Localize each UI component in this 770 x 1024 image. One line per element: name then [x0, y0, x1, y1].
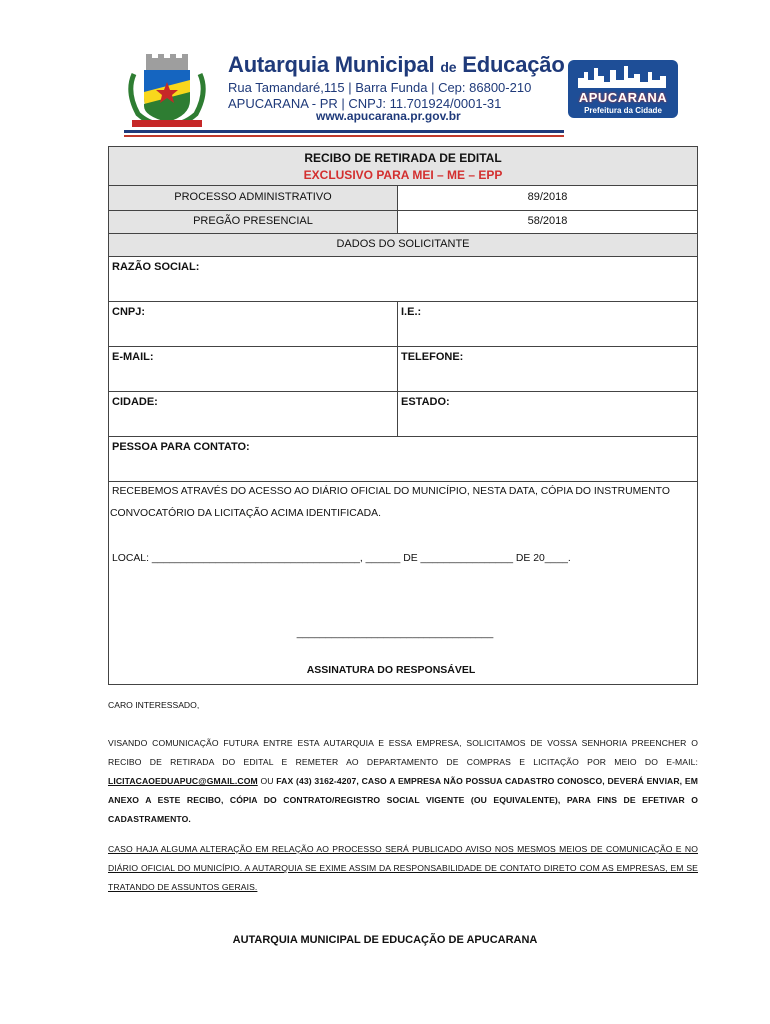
notice-text-rest: FAX (43) 3162-4207, CASO A EMPRESA NÃO POSSUA CADASTRO CONOSCO, DEVERÁ ENVIAR, EM ANEXO A ESTE RECIBO, CÓPIA DO CONTRATO/REGISTRO SOCIAL VIGENTE (OU EQUIVALENTE), PARA FINS DE EFETIVAR O CADASTRAMENTO.: [108, 776, 698, 824]
notice-paragraph: [108, 734, 698, 829]
contact-email-link[interactable]: LICITACAOEDUAPUC@GMAIL.COM: [108, 776, 258, 786]
pregao-value: 58/2018: [527, 215, 568, 227]
header-rule-red: [124, 135, 564, 137]
signature-line[interactable]: __________________________________: [296, 628, 494, 639]
process-label: PROCESSO ADMINISTRATIVO: [174, 191, 332, 203]
ie-label: I.E.:: [401, 306, 422, 318]
footer-org-name: AUTARQUIA MUNICIPAL DE EDUCAÇÃO DE APUCARANA: [232, 934, 538, 946]
website-link[interactable]: www.apucarana.pr.gov.br: [316, 109, 461, 123]
notice-text-start: VISANDO COMUNICAÇÃO FUTURA ENTRE ESTA AUTARQUIA E ESSA EMPRESA, SOLICITAMOS DE VOSSA SENHORIA PREENCHER O RECIBO DE RETIRADA DO EDITAL E REMETER AO DEPARTAMENTO DE COMPRAS E LICITAÇÃO POR MEIO DO E-MAIL:: [108, 738, 698, 767]
cnpj-label: CNPJ:: [112, 306, 146, 318]
local-date-line[interactable]: LOCAL: ____________________________________, ______ DE ________________ DE 20____.: [112, 553, 571, 564]
form-title: RECIBO DE RETIRADA DE EDITAL: [304, 151, 502, 165]
changes-notice-paragraph: CASO HAJA ALGUMA ALTERAÇÃO EM RELAÇÃO AO PROCESSO SERÁ PUBLICADO AVISO NOS MESMOS MEIOS DE COMUNICAÇÃO E NO DIÁRIO OFICIAL DO MUNICÍPIO. A AUTARQUIA SE EXIME ASSIM DA RESPONSABILIDADE DE CONTATO DIRETO COM AS EMPRESAS, EM SE TRATANDO DE ASSUNTOS GERAIS.: [108, 844, 698, 892]
org-name: [228, 52, 565, 78]
org-name-main: Autarquia Municipal: [228, 52, 435, 77]
address-line-2: APUCARANA - PR | CNPJ: 11.701924/0001-31: [228, 96, 502, 111]
logo-name: APUCARANA: [578, 90, 668, 105]
receipt-text-line1: RECEBEMOS ATRAVÉS DO ACESSO AO DIÁRIO OFICIAL DO MUNICÍPIO, NESTA DATA, CÓPIA DO INSTRUMENTO: [112, 486, 670, 497]
contato-label: PESSOA PARA CONTATO:: [112, 441, 250, 453]
razao-social-label: RAZÃO SOCIAL:: [112, 261, 200, 273]
cnpj-field[interactable]: [108, 301, 398, 347]
estado-label: ESTADO:: [401, 396, 450, 408]
form-subtitle: EXCLUSIVO PARA MEI – ME – EPP: [303, 168, 503, 182]
notes-greeting: CARO INTERESSADO,: [108, 700, 200, 710]
signature-label: ASSINATURA DO RESPONSÁVEL: [306, 664, 476, 676]
org-name-end: Educação: [462, 52, 565, 77]
receipt-text-line2: CONVOCATÓRIO DA LICITAÇÃO ACIMA IDENTIFICADA.: [110, 508, 381, 519]
skyline-icon: [568, 60, 678, 90]
logo-subtitle: Prefeitura da Cidade: [584, 106, 662, 115]
cidade-label: CIDADE:: [112, 396, 158, 408]
address-line-1: Rua Tamandaré,115 | Barra Funda | Cep: 86800-210: [228, 80, 532, 95]
org-name-de: de: [440, 59, 457, 75]
city-coat-of-arms-emblem: [124, 52, 210, 130]
section-title: DADOS DO SOLICITANTE: [336, 238, 470, 250]
process-value: 89/2018: [527, 191, 568, 203]
telefone-label: TELEFONE:: [401, 351, 464, 363]
header-rule-blue: [124, 130, 564, 133]
pregao-label: PREGÃO PRESENCIAL: [193, 215, 313, 227]
ie-field[interactable]: [397, 301, 698, 347]
notice-text-or: OU: [260, 776, 274, 786]
email-label: E-MAIL:: [112, 351, 154, 363]
